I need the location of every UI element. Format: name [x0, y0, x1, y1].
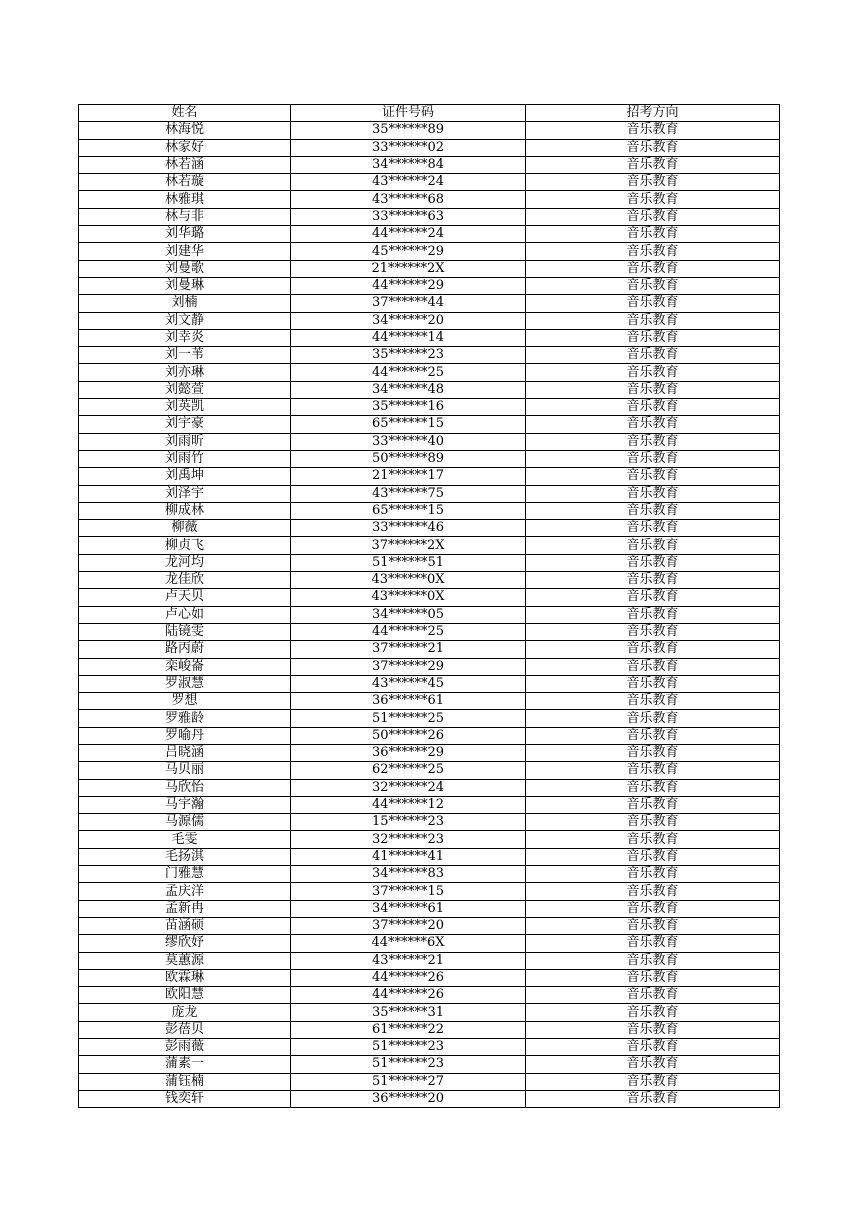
cell-exam-direction: 音乐教育	[526, 1004, 780, 1021]
cell-name: 柳薇	[79, 520, 291, 537]
cell-name: 刘懿萱	[79, 381, 291, 398]
cell-name: 卢心如	[79, 606, 291, 623]
cell-id-number: 37******15	[291, 883, 526, 900]
cell-exam-direction: 音乐教育	[526, 399, 780, 416]
cell-exam-direction: 音乐教育	[526, 762, 780, 779]
cell-id-number: 34******61	[291, 900, 526, 917]
cell-exam-direction: 音乐教育	[526, 917, 780, 934]
table-row	[79, 312, 780, 329]
cell-id-number: 32******24	[291, 779, 526, 796]
cell-id-number: 33******40	[291, 433, 526, 450]
cell-exam-direction: 音乐教育	[526, 226, 780, 243]
cell-id-number: 62******25	[291, 762, 526, 779]
table-row	[79, 520, 780, 537]
table-row	[79, 969, 780, 986]
table-row	[79, 658, 780, 675]
cell-id-number: 34******48	[291, 381, 526, 398]
table-row	[79, 347, 780, 364]
cell-id-number: 35******31	[291, 1004, 526, 1021]
header-id-number: 证件号码	[291, 105, 526, 122]
cell-id-number: 35******23	[291, 347, 526, 364]
cell-exam-direction: 音乐教育	[526, 883, 780, 900]
cell-id-number: 32******23	[291, 831, 526, 848]
cell-exam-direction: 音乐教育	[526, 208, 780, 225]
cell-exam-direction: 音乐教育	[526, 952, 780, 969]
cell-id-number: 43******45	[291, 675, 526, 692]
cell-name: 毛雯	[79, 831, 291, 848]
cell-name: 蒲钰楠	[79, 1073, 291, 1090]
table-row	[79, 866, 780, 883]
cell-id-number: 33******02	[291, 139, 526, 156]
cell-exam-direction: 音乐教育	[526, 814, 780, 831]
cell-name: 刘英凯	[79, 399, 291, 416]
cell-name: 罗想	[79, 693, 291, 710]
cell-name: 钱奕轩	[79, 1090, 291, 1107]
cell-id-number: 34******05	[291, 606, 526, 623]
cell-name: 彭蓓贝	[79, 1021, 291, 1038]
cell-name: 彭雨薇	[79, 1039, 291, 1056]
table-body	[79, 122, 780, 1108]
table-row	[79, 814, 780, 831]
cell-name: 栾峻崙	[79, 658, 291, 675]
cell-exam-direction: 音乐教育	[526, 347, 780, 364]
cell-exam-direction: 音乐教育	[526, 727, 780, 744]
cell-name: 马源儒	[79, 814, 291, 831]
cell-exam-direction: 音乐教育	[526, 156, 780, 173]
table-row	[79, 917, 780, 934]
cell-name: 刘幸炎	[79, 329, 291, 346]
cell-id-number: 51******23	[291, 1039, 526, 1056]
cell-exam-direction: 音乐教育	[526, 485, 780, 502]
cell-exam-direction: 音乐教育	[526, 243, 780, 260]
cell-name: 刘楠	[79, 295, 291, 312]
cell-id-number: 51******25	[291, 710, 526, 727]
cell-exam-direction: 音乐教育	[526, 191, 780, 208]
cell-id-number: 15******23	[291, 814, 526, 831]
cell-exam-direction: 音乐教育	[526, 468, 780, 485]
table-row	[79, 485, 780, 502]
cell-exam-direction: 音乐教育	[526, 779, 780, 796]
table-row	[79, 416, 780, 433]
table-row	[79, 502, 780, 519]
table-row	[79, 727, 780, 744]
cell-id-number: 50******89	[291, 450, 526, 467]
cell-exam-direction: 音乐教育	[526, 1073, 780, 1090]
cell-id-number: 21******2X	[291, 260, 526, 277]
cell-exam-direction: 音乐教育	[526, 174, 780, 191]
cell-name: 刘宇豪	[79, 416, 291, 433]
cell-id-number: 43******75	[291, 485, 526, 502]
table-row	[79, 450, 780, 467]
cell-id-number: 43******0X	[291, 572, 526, 589]
cell-name: 林与非	[79, 208, 291, 225]
table-row	[79, 762, 780, 779]
table-row	[79, 139, 780, 156]
table-row	[79, 693, 780, 710]
table-row	[79, 554, 780, 571]
cell-id-number: 44******6X	[291, 935, 526, 952]
table-row	[79, 156, 780, 173]
table-row	[79, 623, 780, 640]
cell-exam-direction: 音乐教育	[526, 502, 780, 519]
table-header-row	[79, 105, 780, 122]
cell-id-number: 51******27	[291, 1073, 526, 1090]
cell-exam-direction: 音乐教育	[526, 260, 780, 277]
cell-exam-direction: 音乐教育	[526, 554, 780, 571]
cell-exam-direction: 音乐教育	[526, 277, 780, 294]
cell-name: 刘曼歌	[79, 260, 291, 277]
cell-name: 林雅琪	[79, 191, 291, 208]
cell-name: 马宇瀚	[79, 796, 291, 813]
cell-name: 刘建华	[79, 243, 291, 260]
cell-name: 吕晓涵	[79, 744, 291, 761]
cell-name: 卢天贝	[79, 589, 291, 606]
cell-id-number: 36******20	[291, 1090, 526, 1107]
cell-exam-direction: 音乐教育	[526, 900, 780, 917]
cell-name: 刘华璐	[79, 226, 291, 243]
table-row	[79, 364, 780, 381]
cell-id-number: 61******22	[291, 1021, 526, 1038]
cell-id-number: 44******26	[291, 987, 526, 1004]
cell-name: 苗涵硕	[79, 917, 291, 934]
cell-id-number: 35******89	[291, 122, 526, 139]
cell-name: 罗喻丹	[79, 727, 291, 744]
cell-id-number: 44******14	[291, 329, 526, 346]
cell-id-number: 43******68	[291, 191, 526, 208]
table-row	[79, 572, 780, 589]
cell-name: 刘亦琳	[79, 364, 291, 381]
cell-exam-direction: 音乐教育	[526, 796, 780, 813]
cell-id-number: 51******51	[291, 554, 526, 571]
cell-id-number: 44******25	[291, 623, 526, 640]
table-row	[79, 710, 780, 727]
cell-name: 刘曼琳	[79, 277, 291, 294]
table-row	[79, 848, 780, 865]
table-row	[79, 208, 780, 225]
table-row	[79, 399, 780, 416]
cell-exam-direction: 音乐教育	[526, 139, 780, 156]
table-row	[79, 796, 780, 813]
cell-name: 马欣怡	[79, 779, 291, 796]
cell-id-number: 44******26	[291, 969, 526, 986]
cell-name: 莫蕙源	[79, 952, 291, 969]
cell-exam-direction: 音乐教育	[526, 744, 780, 761]
table-row	[79, 1004, 780, 1021]
cell-id-number: 51******23	[291, 1056, 526, 1073]
cell-id-number: 37******21	[291, 641, 526, 658]
cell-name: 罗淑慧	[79, 675, 291, 692]
table-row	[79, 641, 780, 658]
cell-exam-direction: 音乐教育	[526, 658, 780, 675]
table-row	[79, 1039, 780, 1056]
cell-id-number: 36******61	[291, 693, 526, 710]
cell-id-number: 34******20	[291, 312, 526, 329]
cell-exam-direction: 音乐教育	[526, 537, 780, 554]
cell-id-number: 50******26	[291, 727, 526, 744]
cell-name: 林若涵	[79, 156, 291, 173]
cell-id-number: 33******46	[291, 520, 526, 537]
cell-name: 欧霖琳	[79, 969, 291, 986]
table-row	[79, 589, 780, 606]
cell-exam-direction: 音乐教育	[526, 416, 780, 433]
cell-name: 孟庆洋	[79, 883, 291, 900]
cell-exam-direction: 音乐教育	[526, 606, 780, 623]
header-exam-direction: 招考方向	[526, 105, 780, 122]
cell-name: 龙佳欣	[79, 572, 291, 589]
table-row	[79, 987, 780, 1004]
cell-id-number: 35******16	[291, 399, 526, 416]
cell-id-number: 43******0X	[291, 589, 526, 606]
cell-name: 缪欣妤	[79, 935, 291, 952]
cell-id-number: 21******17	[291, 468, 526, 485]
cell-exam-direction: 音乐教育	[526, 1039, 780, 1056]
cell-exam-direction: 音乐教育	[526, 935, 780, 952]
table-row	[79, 295, 780, 312]
cell-name: 柳成林	[79, 502, 291, 519]
cell-exam-direction: 音乐教育	[526, 295, 780, 312]
table-row	[79, 606, 780, 623]
table-row	[79, 329, 780, 346]
cell-name: 孟新冉	[79, 900, 291, 917]
cell-id-number: 44******25	[291, 364, 526, 381]
cell-id-number: 33******63	[291, 208, 526, 225]
table-row	[79, 1090, 780, 1107]
cell-id-number: 43******24	[291, 174, 526, 191]
table-row	[79, 381, 780, 398]
cell-id-number: 65******15	[291, 416, 526, 433]
cell-id-number: 37******20	[291, 917, 526, 934]
cell-exam-direction: 音乐教育	[526, 710, 780, 727]
cell-exam-direction: 音乐教育	[526, 641, 780, 658]
cell-exam-direction: 音乐教育	[526, 987, 780, 1004]
cell-exam-direction: 音乐教育	[526, 675, 780, 692]
cell-exam-direction: 音乐教育	[526, 1090, 780, 1107]
cell-id-number: 37******2X	[291, 537, 526, 554]
cell-name: 林海悦	[79, 122, 291, 139]
cell-name: 蒲素一	[79, 1056, 291, 1073]
cell-exam-direction: 音乐教育	[526, 520, 780, 537]
cell-exam-direction: 音乐教育	[526, 589, 780, 606]
cell-exam-direction: 音乐教育	[526, 1056, 780, 1073]
cell-name: 林若璇	[79, 174, 291, 191]
cell-exam-direction: 音乐教育	[526, 1021, 780, 1038]
roster-table	[78, 104, 780, 1108]
cell-name: 马贝丽	[79, 762, 291, 779]
cell-id-number: 34******83	[291, 866, 526, 883]
cell-name: 路丙蔚	[79, 641, 291, 658]
cell-exam-direction: 音乐教育	[526, 623, 780, 640]
cell-name: 毛扬淇	[79, 848, 291, 865]
cell-exam-direction: 音乐教育	[526, 364, 780, 381]
cell-name: 庞龙	[79, 1004, 291, 1021]
cell-name: 刘泽宇	[79, 485, 291, 502]
cell-id-number: 45******29	[291, 243, 526, 260]
cell-exam-direction: 音乐教育	[526, 831, 780, 848]
cell-name: 罗雅龄	[79, 710, 291, 727]
table-row	[79, 537, 780, 554]
cell-exam-direction: 音乐教育	[526, 866, 780, 883]
table-row	[79, 779, 780, 796]
cell-exam-direction: 音乐教育	[526, 433, 780, 450]
table-row	[79, 900, 780, 917]
table-row	[79, 883, 780, 900]
cell-exam-direction: 音乐教育	[526, 312, 780, 329]
cell-name: 刘禹坤	[79, 468, 291, 485]
cell-exam-direction: 音乐教育	[526, 329, 780, 346]
cell-exam-direction: 音乐教育	[526, 969, 780, 986]
cell-id-number: 44******12	[291, 796, 526, 813]
cell-id-number: 37******44	[291, 295, 526, 312]
cell-name: 刘雨竹	[79, 450, 291, 467]
header-name: 姓名	[79, 105, 291, 122]
cell-name: 门雅慧	[79, 866, 291, 883]
table-row	[79, 260, 780, 277]
table-row	[79, 468, 780, 485]
cell-id-number: 34******84	[291, 156, 526, 173]
table-row	[79, 1021, 780, 1038]
cell-name: 刘一苇	[79, 347, 291, 364]
cell-exam-direction: 音乐教育	[526, 122, 780, 139]
cell-name: 刘文静	[79, 312, 291, 329]
table-row	[79, 744, 780, 761]
roster-sheet	[78, 104, 779, 1108]
table-row	[79, 174, 780, 191]
table-row	[79, 1073, 780, 1090]
cell-id-number: 43******21	[291, 952, 526, 969]
cell-name: 柳贞飞	[79, 537, 291, 554]
cell-exam-direction: 音乐教育	[526, 381, 780, 398]
table-row	[79, 935, 780, 952]
cell-name: 陆镜雯	[79, 623, 291, 640]
cell-name: 欧阳慧	[79, 987, 291, 1004]
cell-exam-direction: 音乐教育	[526, 450, 780, 467]
table-row	[79, 277, 780, 294]
table-row	[79, 191, 780, 208]
cell-id-number: 44******29	[291, 277, 526, 294]
table-row	[79, 433, 780, 450]
table-row	[79, 675, 780, 692]
cell-exam-direction: 音乐教育	[526, 572, 780, 589]
cell-id-number: 65******15	[291, 502, 526, 519]
cell-name: 林家好	[79, 139, 291, 156]
table-row	[79, 226, 780, 243]
cell-name: 刘雨昕	[79, 433, 291, 450]
table-row	[79, 952, 780, 969]
cell-id-number: 37******29	[291, 658, 526, 675]
table-row	[79, 243, 780, 260]
cell-id-number: 44******24	[291, 226, 526, 243]
table-row	[79, 122, 780, 139]
cell-id-number: 36******29	[291, 744, 526, 761]
cell-exam-direction: 音乐教育	[526, 693, 780, 710]
table-row	[79, 831, 780, 848]
cell-name: 龙河均	[79, 554, 291, 571]
cell-exam-direction: 音乐教育	[526, 848, 780, 865]
table-row	[79, 1056, 780, 1073]
cell-id-number: 41******41	[291, 848, 526, 865]
